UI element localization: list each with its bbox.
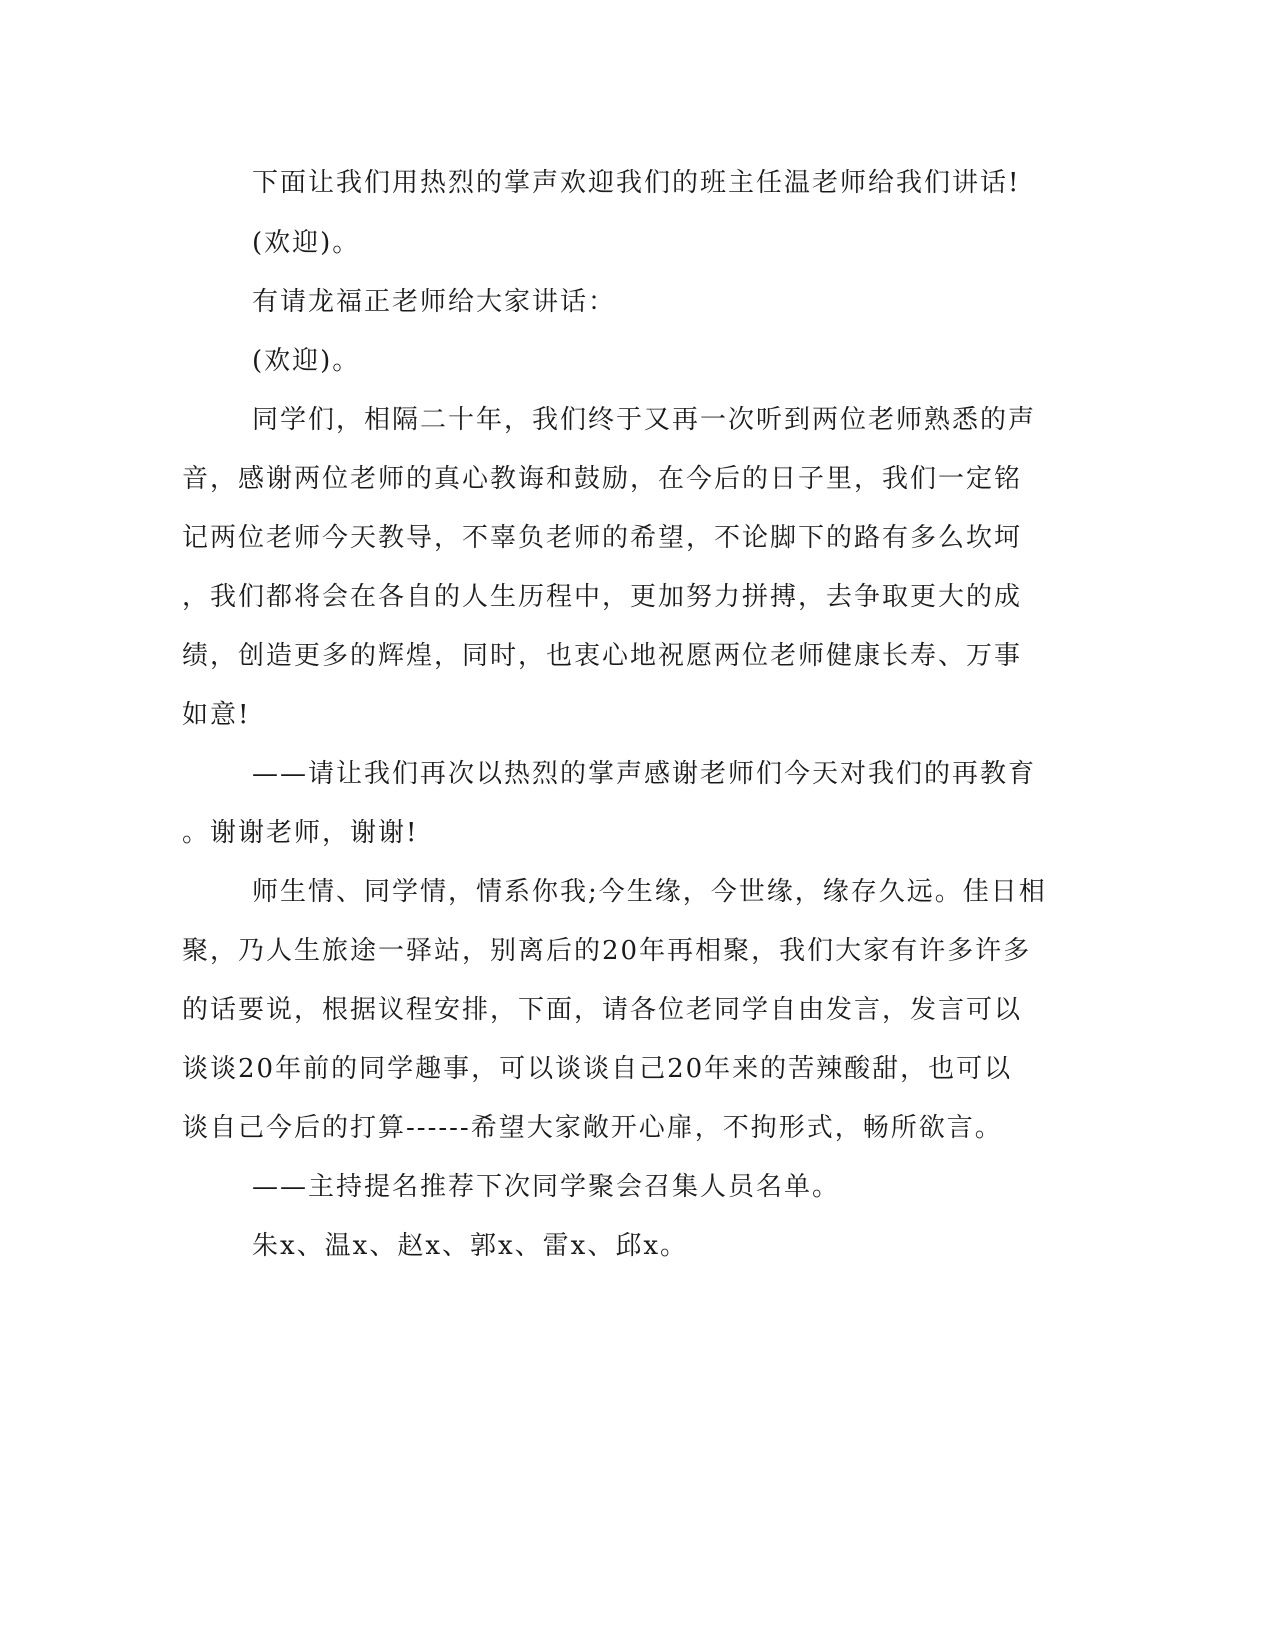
paragraph-line: 朱x、温x、赵x、郭x、雷x、邱x。 (252, 1231, 688, 1261)
paragraph-line: 同学们，相隔二十年，我们终于又再一次听到两位老师熟悉的声 (252, 405, 1037, 435)
paragraph-line: 师生情、同学情，情系你我;今生缘，今世缘，缘存久远。佳日相 (252, 877, 1047, 907)
paragraph-line: 聚，乃人生旅途一驿站，别离后的20年再相聚，我们大家有许多许多 (182, 936, 1032, 966)
paragraph-line: 的话要说，根据议程安排，下面，请各位老同学自由发言，发言可以 (182, 995, 1023, 1025)
paragraph-line: 有请龙福正老师给大家讲话： (252, 287, 617, 317)
paragraph-line: 记两位老师今天教导，不辜负老师的希望，不论脚下的路有多么坎坷 (182, 523, 1023, 553)
paragraph-line: 如意! (182, 700, 251, 730)
paragraph-line: (欢迎)。 (252, 346, 361, 376)
paragraph-line: ——请让我们再次以热烈的掌声感谢老师们今天对我们的再教育 (252, 759, 1037, 789)
paragraph-line: 谈谈20年前的同学趣事，可以谈谈自己20年来的苦辣酸甜，也可以 (182, 1054, 1013, 1084)
paragraph-line: (欢迎)。 (252, 228, 361, 258)
paragraph-line: 音，感谢两位老师的真心教诲和鼓励，在今后的日子里，我们一定铭 (182, 464, 1023, 494)
paragraph-line: 下面让我们用热烈的掌声欢迎我们的班主任温老师给我们讲话! (252, 168, 1021, 198)
paragraph-line: 谈自己今后的打算------希望大家敞开心扉，不拘形式，畅所欲言。 (182, 1113, 1003, 1143)
paragraph-line: 绩，创造更多的辉煌，同时，也衷心地祝愿两位老师健康长寿、万事 (182, 641, 1023, 671)
paragraph-line: 。谢谢老师，谢谢! (182, 818, 419, 848)
paragraph-line: ——主持提名推荐下次同学聚会召集人员名单。 (252, 1172, 841, 1202)
paragraph-line: ，我们都将会在各自的人生历程中，更加努力拼搏，去争取更大的成 (182, 582, 1023, 612)
